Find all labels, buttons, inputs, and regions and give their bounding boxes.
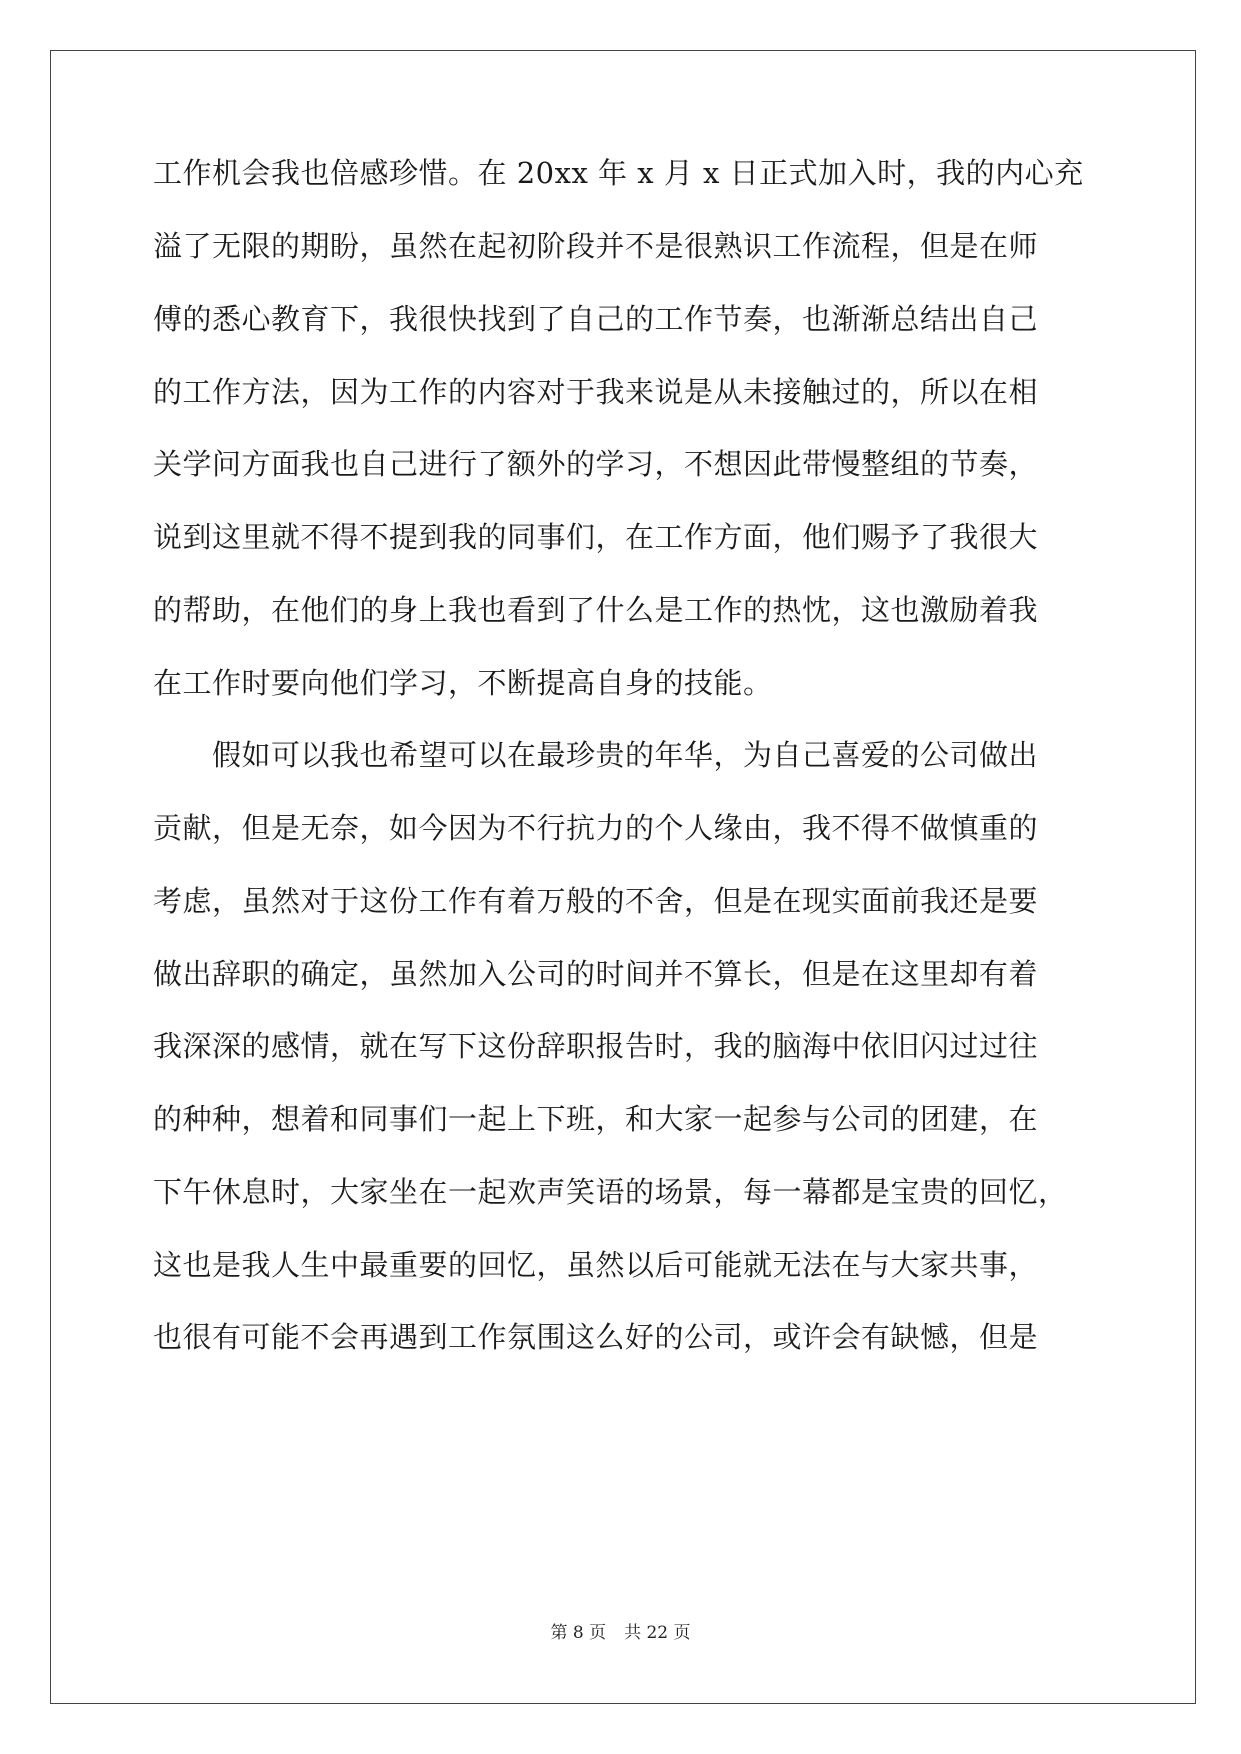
text-line: 考虑，虽然对于这份工作有着万般的不舍，但是在现实面前我还是要	[153, 884, 1039, 918]
text-line: 也很有可能不会再遇到工作氛围这么好的公司，或许会有缺憾，但是	[153, 1320, 1039, 1354]
page-footer	[0, 1622, 1241, 1644]
text-line: 在工作时要向他们学习，不断提高自身的技能。	[153, 666, 773, 700]
text-line: 假如可以我也希望可以在最珍贵的年华，为自己喜爱的公司做出	[153, 738, 1039, 772]
text-line: 我深深的感情，就在写下这份辞职报告时，我的脑海中依旧闪过过往	[153, 1029, 1039, 1063]
text-line: 做出辞职的确定，虽然加入公司的时间并不算长，但是在这里却有着	[153, 957, 1039, 991]
text-line: 贡献，但是无奈，如今因为不行抗力的个人缘由，我不得不做慎重的	[153, 811, 1039, 845]
text-line: 这也是我人生中最重要的回忆，虽然以后可能就无法在与大家共事，	[153, 1248, 1039, 1282]
text-line: 的帮助，在他们的身上我也看到了什么是工作的热忱，这也激励着我	[153, 593, 1039, 627]
text-line: 说到这里就不得不提到我的同事们，在工作方面，他们赐予了我很大	[153, 520, 1039, 554]
page-total: 共 22 页	[624, 1623, 691, 1643]
text-line: 工作机会我也倍感珍惜。在 20xx 年 x 月 x 日正式加入时，我的内心充	[153, 156, 1084, 190]
text-line: 的种种，想着和同事们一起上下班，和大家一起参与公司的团建，在	[153, 1102, 1039, 1136]
page-border	[50, 50, 1196, 1704]
page-number: 第 8 页	[550, 1623, 607, 1643]
text-line: 的工作方法，因为工作的内容对于我来说是从未接触过的，所以在相	[153, 375, 1039, 409]
text-line: 关学问方面我也自己进行了额外的学习，不想因此带慢整组的节奏，	[153, 447, 1039, 481]
text-line: 下午休息时，大家坐在一起欢声笑语的场景，每一幕都是宝贵的回忆，	[153, 1175, 1068, 1209]
text-line: 溢了无限的期盼，虽然在起初阶段并不是很熟识工作流程，但是在师	[153, 229, 1039, 263]
text-line: 傅的悉心教育下，我很快找到了自己的工作节奏，也渐渐总结出自己	[153, 302, 1039, 336]
